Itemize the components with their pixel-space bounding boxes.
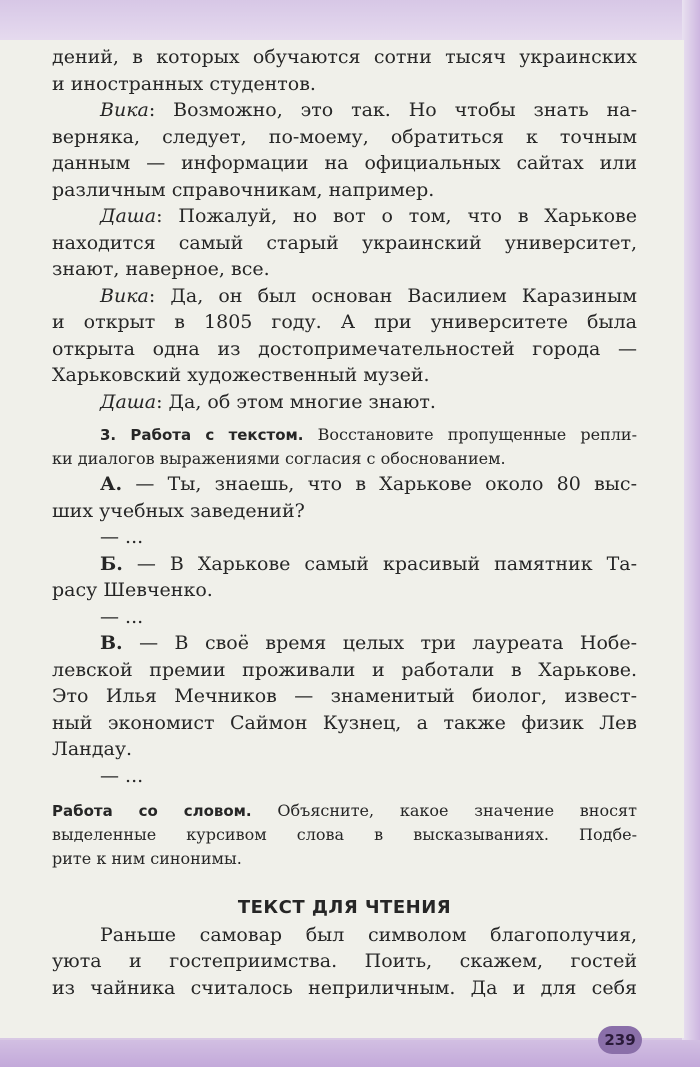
text-line: [52, 630, 637, 657]
speaker-name: Вика: [100, 284, 149, 307]
text-line: и открыт в 1805 году. А при университете была: [52, 311, 637, 333]
text-line: различным справочникам, например.: [52, 178, 435, 201]
text-line: расу Шевченко.: [52, 579, 213, 601]
line-text: : Да, он был основан Василием Каразиным: [148, 284, 637, 307]
text-line: [52, 799, 637, 823]
exercise-label: 3. Работа с текстом.: [100, 426, 304, 444]
text-line: [52, 551, 637, 578]
exercise-instruction: [52, 423, 637, 471]
speaker-name: Даша: [100, 205, 157, 227]
text-line: [52, 283, 637, 310]
text-line: [52, 471, 637, 498]
line-text: : Возможно, это так. Но чтобы знать на-: [148, 99, 637, 121]
line-text: — Ты, знаешь, что в Харькове около 80 выс-: [122, 473, 637, 495]
line-text: : Да, об этом многие знают.: [156, 390, 436, 413]
answer-placeholder: — ...: [100, 605, 144, 628]
text-line: рите к ним синонимы.: [52, 849, 242, 868]
line-text: Объясните, какое значение вносят: [251, 801, 638, 820]
exercise-item-b: [52, 551, 637, 631]
page-top-band: [0, 0, 700, 42]
page-content: [52, 44, 637, 1001]
answer-placeholder: — ...: [100, 526, 144, 548]
line-text: Восстановите пропущенные репли-: [303, 425, 637, 444]
text-line: [52, 97, 637, 124]
word-task-label: Работа со словом.: [52, 802, 252, 820]
item-label: В.: [100, 632, 123, 654]
text-line: находится самый старый украинский университет,: [52, 231, 637, 254]
line-text: — В Харькове самый красивый памятник Та-: [122, 552, 637, 575]
text-line: Это Илья Мечников — знаменитый биолог, извест-: [52, 685, 637, 707]
text-line: и иностранных студентов.: [52, 72, 316, 95]
text-line: ный экономист Саймон Кузнец, а также физик Лев: [52, 711, 637, 734]
dialogue-paragraph: [52, 97, 637, 203]
text-line: выделенные курсивом слова в высказываниях. Подбе-: [52, 825, 637, 844]
text-line: Раньше самовар был символом благополучия,: [100, 923, 637, 946]
dialogue-paragraph: [52, 389, 637, 416]
line-text: : Пожалуй, но вот о том, что в Харькове: [156, 205, 637, 227]
item-label: А.: [100, 473, 123, 495]
text-line: из чайника считалось неприличным. Да и для себя: [52, 976, 637, 999]
exercise-item-a: [52, 471, 637, 551]
text-line: ки диалогов выражениями согласия с обоснованием.: [52, 449, 506, 468]
speaker-name: Даша: [100, 390, 157, 413]
text-line: открыта одна из достопримечательностей города —: [52, 337, 637, 360]
text-line: [52, 203, 637, 230]
text-line: знают, наверное, все.: [52, 258, 270, 280]
page-number-badge: 239: [598, 1026, 642, 1054]
speaker-name: Вика: [100, 99, 149, 121]
paragraph: [52, 44, 637, 97]
text-line: верняка, следует, по-моему, обратиться к точным: [52, 125, 637, 148]
item-label: Б.: [100, 552, 123, 575]
page-right-band: [682, 0, 700, 1067]
text-line: данным — информации на официальных сайтах или: [52, 152, 637, 174]
reading-text: [52, 922, 637, 1002]
text-line: Харьковский художественный музей.: [52, 364, 430, 386]
exercise-item-v: [52, 630, 637, 789]
text-line: уюта и гостеприимства. Поить, скажем, гостей: [52, 950, 637, 972]
section-heading: ТЕКСТ ДЛЯ ЧТЕНИЯ: [237, 897, 452, 918]
word-task: [52, 799, 637, 871]
text-line: левской премии проживали и работали в Харькове.: [52, 658, 637, 681]
text-line: ших учебных заведений?: [52, 499, 305, 522]
dialogue-paragraph: [52, 203, 637, 283]
text-line: [52, 389, 637, 416]
dialogue-paragraph: [52, 283, 637, 389]
answer-placeholder: — ...: [100, 764, 144, 787]
text-line: Ландау.: [52, 738, 133, 760]
line-text: — В своё время целых три лауреата Нобе-: [122, 632, 637, 654]
text-line: [52, 423, 637, 447]
text-line: дений, в которых обучаются сотни тысяч украинских: [52, 46, 637, 68]
page-bottom-band: [0, 1040, 700, 1067]
